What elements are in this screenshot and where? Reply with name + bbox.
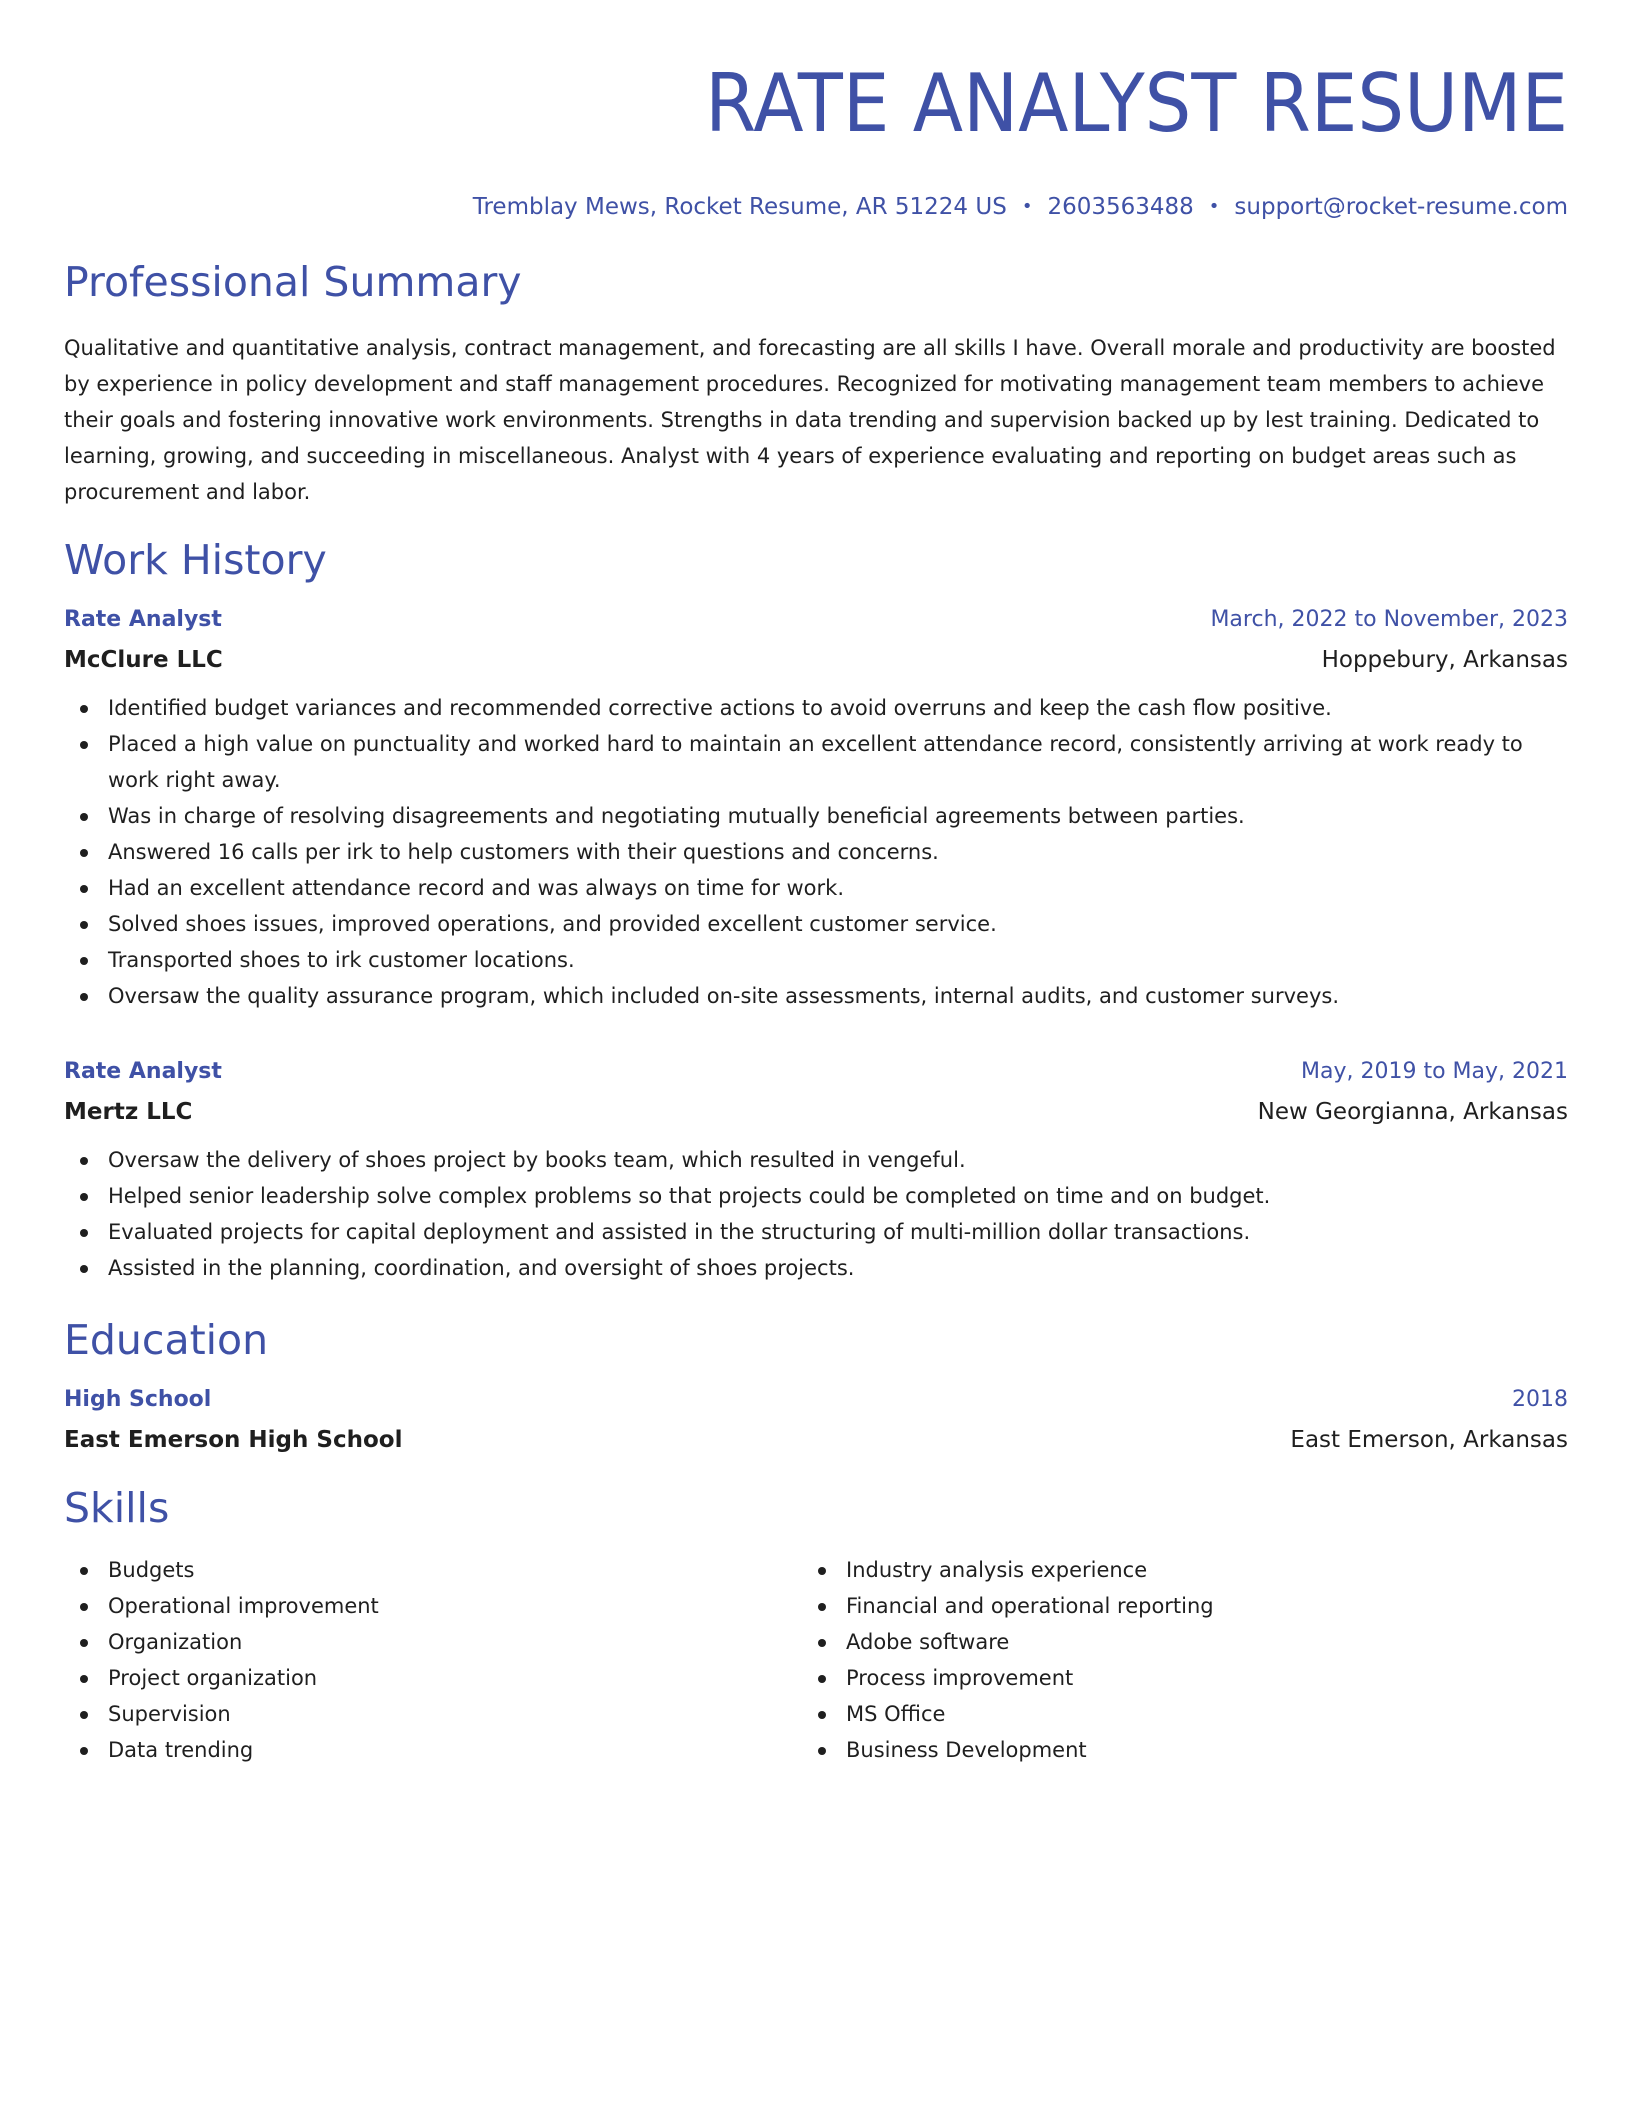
skills-list-left <box>64 1552 802 1768</box>
job-entry <box>64 1056 1568 1286</box>
education-school-row <box>64 1424 1568 1456</box>
education-school: East Emerson High School <box>64 1427 403 1453</box>
education-heading: Education <box>64 1316 269 1364</box>
skill-item: Industry analysis experience <box>802 1552 1540 1588</box>
job-company-row <box>64 644 1568 676</box>
skills-section <box>64 1482 1568 1768</box>
job-bullet: Oversaw the delivery of shoes project by books team, which resulted in vengeful. <box>64 1142 1568 1178</box>
education-location: East Emerson, Arkansas <box>1290 1427 1568 1453</box>
contact-separator: • <box>1021 196 1033 217</box>
contact-address: Tremblay Mews, Rocket Resume, AR 51224 US <box>472 194 1007 220</box>
contact-email[interactable]: support@rocket-resume.com <box>1234 194 1568 220</box>
job-bullet: Solved shoes issues, improved operations, and provided excellent customer service. <box>64 906 1568 942</box>
skill-item: Operational improvement <box>64 1588 802 1624</box>
job-header-row <box>64 1056 1568 1088</box>
job-dates: March, 2022 to November, 2023 <box>1210 607 1568 632</box>
skills-columns <box>64 1552 1568 1768</box>
job-bullet: Had an excellent attendance record and was always on time for work. <box>64 870 1568 906</box>
contact-line <box>64 192 1568 222</box>
job-bullet: Identified budget variances and recommended corrective actions to avoid overruns and keep the cash flow positive. <box>64 690 1568 726</box>
skill-item: Adobe software <box>802 1624 1540 1660</box>
job-bullet: Placed a high value on punctuality and worked hard to maintain an excellent attendance record, consistently arriving at work ready to work right away. <box>64 726 1568 798</box>
job-bullet: Evaluated projects for capital deployment and assisted in the structuring of multi-million dollar transactions. <box>64 1214 1568 1250</box>
job-company-row <box>64 1096 1568 1128</box>
skill-item: Project organization <box>64 1660 802 1696</box>
education-degree: High School <box>64 1387 212 1412</box>
job-entry <box>64 604 1568 1014</box>
job-bullets <box>64 1142 1568 1286</box>
education-year: 2018 <box>1512 1387 1568 1412</box>
education-entry <box>64 1384 1568 1456</box>
education-section <box>64 1314 1568 1456</box>
summary-section <box>64 256 1568 510</box>
work-history-heading: Work History <box>64 536 327 584</box>
job-bullet: Answered 16 calls per irk to help customers with their questions and concerns. <box>64 834 1568 870</box>
resume-header <box>64 56 1568 222</box>
work-history-section <box>64 534 1568 1286</box>
job-location: Hoppebury, Arkansas <box>1321 647 1568 673</box>
education-header-row <box>64 1384 1568 1416</box>
resume-name: RATE ANALYST RESUME <box>705 57 1568 150</box>
skill-item: Budgets <box>64 1552 802 1588</box>
job-company: Mertz LLC <box>64 1099 193 1125</box>
job-dates: May, 2019 to May, 2021 <box>1301 1059 1568 1084</box>
contact-phone: 2603563488 <box>1047 194 1194 220</box>
job-company: McClure LLC <box>64 647 223 673</box>
job-title: Rate Analyst <box>64 1059 222 1084</box>
job-location: New Georgianna, Arkansas <box>1257 1099 1568 1125</box>
skill-item: Organization <box>64 1624 802 1660</box>
job-bullet: Helped senior leadership solve complex problems so that projects could be completed on time and on budget. <box>64 1178 1568 1214</box>
job-bullets <box>64 690 1568 1014</box>
summary-heading: Professional Summary <box>64 258 522 306</box>
job-bullet: Assisted in the planning, coordination, and oversight of shoes projects. <box>64 1250 1568 1286</box>
job-header-row <box>64 604 1568 636</box>
skill-item: Process improvement <box>802 1660 1540 1696</box>
skill-item: MS Office <box>802 1696 1540 1732</box>
job-bullet: Oversaw the quality assurance program, which included on-site assessments, internal audits, and customer surveys. <box>64 978 1568 1014</box>
skill-item: Financial and operational reporting <box>802 1588 1540 1624</box>
skills-heading: Skills <box>64 1484 170 1532</box>
skill-item: Data trending <box>64 1732 802 1768</box>
skill-item: Business Development <box>802 1732 1540 1768</box>
job-bullet: Transported shoes to irk customer locations. <box>64 942 1568 978</box>
summary-text: Qualitative and quantitative analysis, contract management, and forecasting are all skills I have. Overall morale and productivity are boosted by experience in policy development and staff management procedures. Recognized for motivating management team members to achieve their goals and fostering innovative work environments. Strengths in data trending and supervision backed up by lest training. Dedicated to learning, growing, and succeeding in miscellaneous. Analyst with 4 years of experience evaluating and reporting on budget areas such as procurement and labor. <box>64 336 1556 504</box>
job-bullet: Was in charge of resolving disagreements and negotiating mutually beneficial agreements between parties. <box>64 798 1568 834</box>
skill-item: Supervision <box>64 1696 802 1732</box>
contact-separator: • <box>1208 196 1220 217</box>
job-title: Rate Analyst <box>64 607 222 632</box>
skills-list-right <box>802 1552 1540 1768</box>
